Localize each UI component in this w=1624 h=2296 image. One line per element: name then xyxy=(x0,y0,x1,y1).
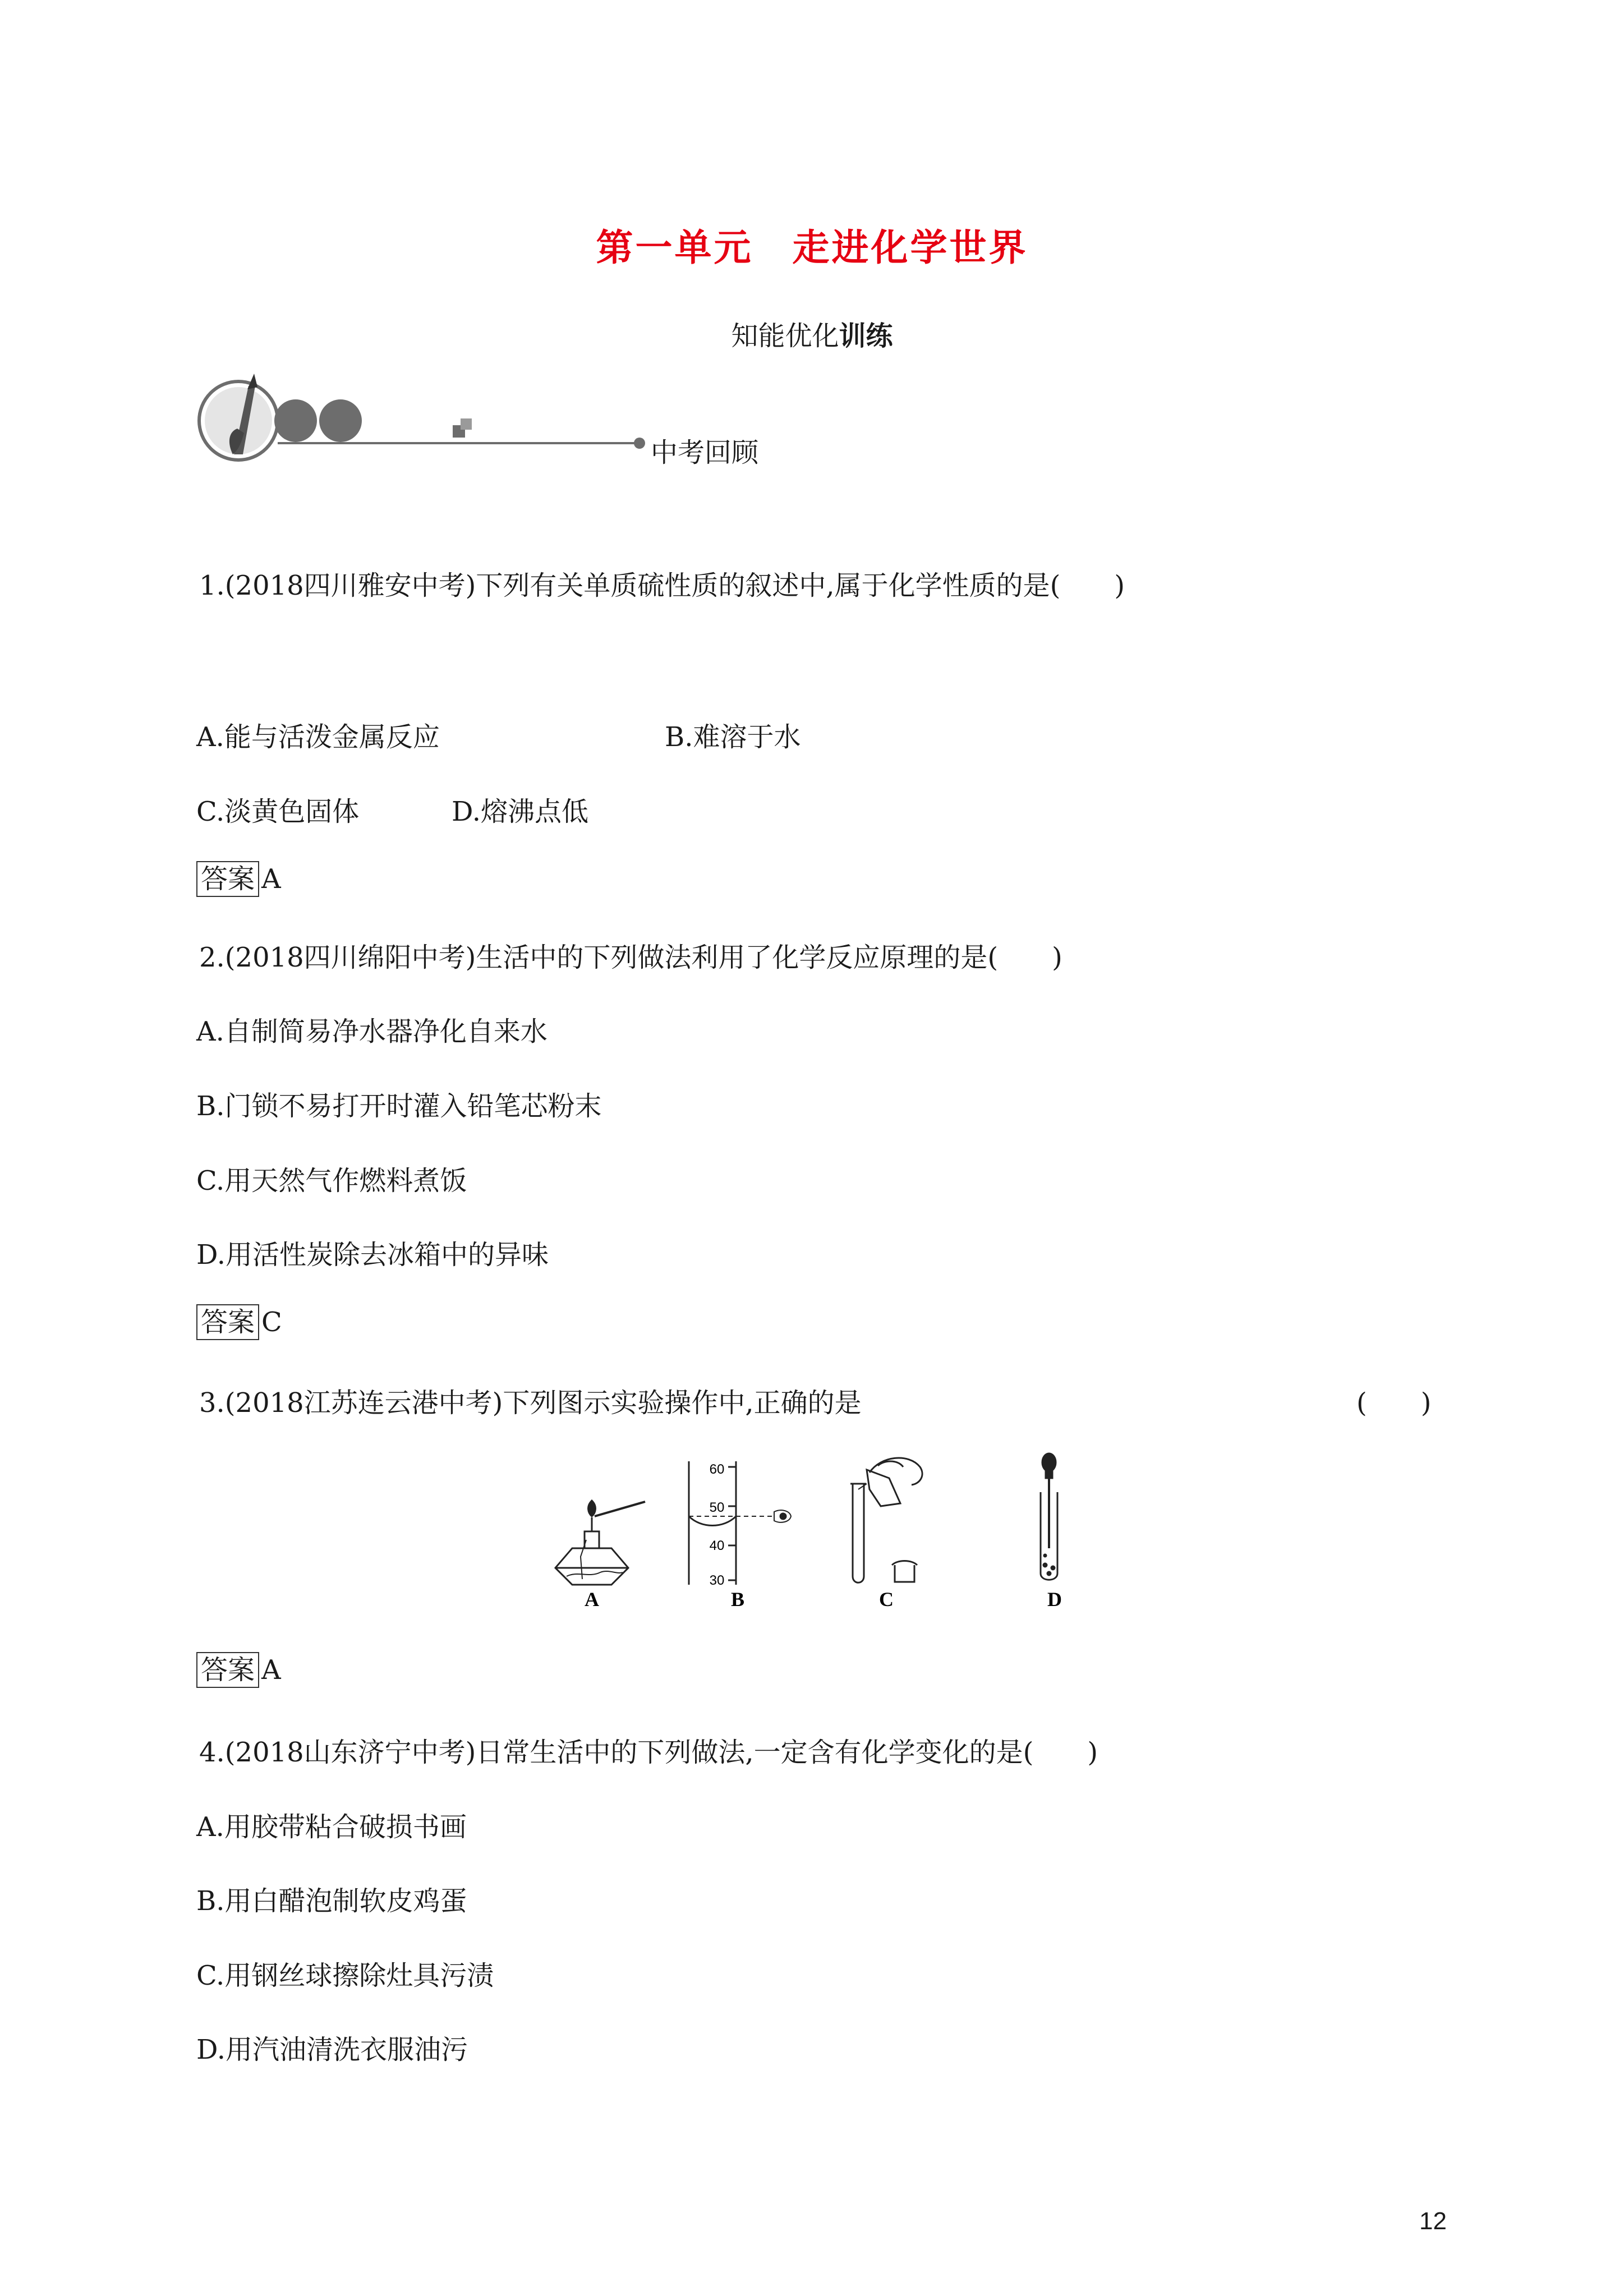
cylinder-tick-30: 30 xyxy=(709,1573,725,1588)
question-4-option-a: A.用胶带粘合破损书画 xyxy=(196,1811,467,1843)
subtitle-bold: 训练 xyxy=(839,320,893,352)
page-subtitle xyxy=(0,314,1624,353)
answer-label: 答案 xyxy=(196,1304,259,1340)
question-2-option-c: C.用天然气作燃料煮饭 xyxy=(196,1165,467,1197)
dropper-diagram xyxy=(1041,1453,1057,1580)
figure-label-b: B xyxy=(730,1588,745,1611)
question-3-answer xyxy=(196,1652,281,1688)
answer-value: A xyxy=(261,1654,281,1686)
page-title: 第一单元 走进化学世界 xyxy=(596,226,1028,269)
cylinder-tick-50: 50 xyxy=(709,1500,725,1515)
banner-end-dot xyxy=(634,438,645,449)
banner-dot-2 xyxy=(319,399,362,442)
section-label: 中考回顾 xyxy=(651,437,759,468)
figure-label-a: A xyxy=(585,1588,599,1611)
question-1-answer xyxy=(196,861,281,897)
question-3-paren: ( ) xyxy=(1356,1387,1432,1419)
experiment-figure xyxy=(539,1450,1111,1630)
question-1-option-a: A.能与活泼金属反应 xyxy=(196,721,440,753)
answer-label: 答案 xyxy=(196,861,259,897)
banner-dot-1 xyxy=(274,399,317,442)
question-4-option-d: D.用汽油清洗衣服油污 xyxy=(196,2034,468,2065)
figure-label-c: C xyxy=(879,1588,894,1611)
pouring-liquid-diagram xyxy=(850,1458,922,1582)
question-4-option-b: B.用白醋泡制软皮鸡蛋 xyxy=(196,1885,467,1917)
answer-value: A xyxy=(261,863,281,895)
question-1-stem: 1.(2018四川雅安中考)下列有关单质硫性质的叙述中,属于化学性质的是( ) xyxy=(199,570,1125,601)
question-2-option-a: A.自制简易净水器净化自来水 xyxy=(196,1016,548,1047)
question-1-option-b: B.难溶于水 xyxy=(665,721,801,753)
cylinder-tick-40: 40 xyxy=(709,1538,725,1553)
question-2-stem: 2.(2018四川绵阳中考)生活中的下列做法利用了化学反应原理的是( ) xyxy=(199,942,1062,973)
question-2-option-d: D.用活性炭除去冰箱中的异味 xyxy=(196,1239,549,1271)
banner-square-2 xyxy=(461,418,472,430)
question-4-stem: 4.(2018山东济宁中考)日常生活中的下列做法,一定含有化学变化的是( ) xyxy=(199,1737,1098,1768)
question-4-option-c: C.用钢丝球擦除灶具污渍 xyxy=(196,1960,494,1991)
answer-value: C xyxy=(261,1306,282,1338)
alcohol-lamp-diagram xyxy=(555,1501,645,1585)
question-1-option-d: D.熔沸点低 xyxy=(452,796,589,827)
subtitle-normal: 知能优化 xyxy=(731,320,839,352)
question-2-answer xyxy=(196,1304,282,1340)
graduated-cylinder-diagram xyxy=(689,1461,791,1585)
answer-label: 答案 xyxy=(196,1652,259,1688)
question-3-stem: 3.(2018江苏连云港中考)下列图示实验操作中,正确的是 xyxy=(199,1387,862,1419)
question-2-option-b: B.门锁不易打开时灌入铅笔芯粉末 xyxy=(196,1091,602,1122)
question-1-option-c: C.淡黄色固体 xyxy=(196,796,360,827)
figure-label-d: D xyxy=(1047,1588,1062,1611)
page-number: 12 xyxy=(1419,2207,1447,2235)
cylinder-tick-60: 60 xyxy=(709,1462,725,1477)
